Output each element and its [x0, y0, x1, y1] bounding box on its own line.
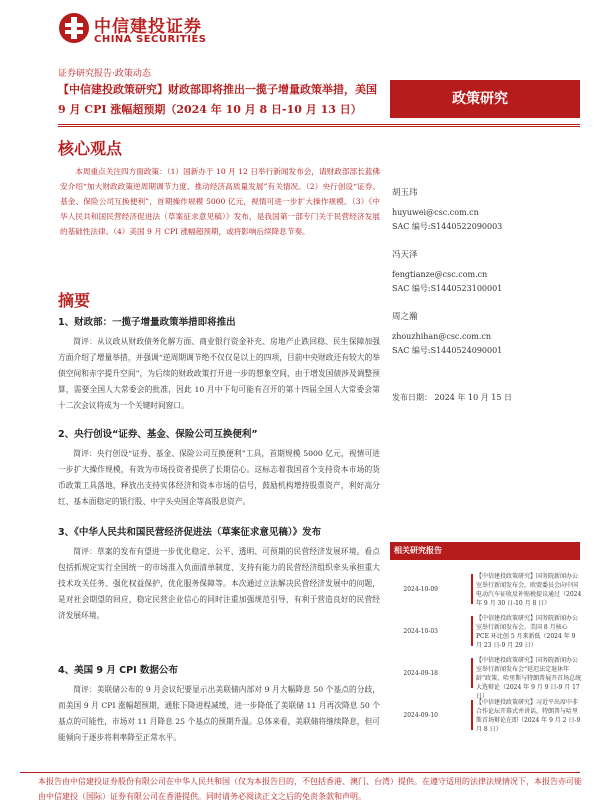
logo-english-name: CHINA SECURITIES [94, 34, 207, 45]
section-heading: 3、《中华人民共和国民营经济促进法（草案征求意见稿）》发布 [58, 527, 322, 538]
related-reports-list [390, 572, 582, 740]
related-report-title[interactable]: 【中信建投政策研究】国务院新闻办公室举行新闻发布会，美国 8 月核心 PCE 环比创 5 月来新低（2024 年 9 月 23 日-9 月 29 日） [476, 614, 582, 650]
related-report-item[interactable] [390, 698, 582, 740]
category-banner: 政策研究 [390, 80, 580, 118]
analyst-card [392, 310, 582, 358]
analyst-email[interactable]: fengtianze@csc.com.cn [392, 270, 488, 279]
analyst-sac: SAC 编号:S1440524090001 [392, 346, 503, 355]
core-views-text: 本周重点关注四方面政策：（1）国新办于 10 月 12 日举行新闻发布会，请财政部部长蓝佛安介绍“加大财政政策逆周期调节力度、推动经济高质量发展”有关情况。（2）央行创设“证券、基金、保险公司互换便利”，首期操作规模 5000 亿元，视情可进一步扩大操作规模。（3）《中华人民共和国民营经济促进法（草案征求意见稿）》发布，是我国第一部专门关于民营经济发展的基础性法律。（4）美国 9 月 CPI 涨幅超预期，或将影响后续降息节奏。 [60, 167, 380, 236]
summary-heading: 摘要 [58, 291, 91, 310]
summary-section-4 [58, 664, 380, 746]
related-report-title[interactable]: 【中信建投政策研究】国务院新闻办公室举行新闻发布会“延迟法定退休年龄”政策，哈里斯与特朗普展开首场总统大选辩论（2024 年 9 月 9 日-9 月 17 日） [476, 657, 582, 700]
related-report-title[interactable]: 【中信建投政策研究】习近平出席中非合作论坛开幕式并讲话，特朗普与哈里斯首场辩论在即（2024 年 9 月 2 日-9 月 8 日） [476, 699, 581, 733]
related-report-date: 2024-09-18 [403, 670, 438, 677]
section-text: 简评：美联储公布的 9 月会议纪要显示出美联储内部对 9 月大幅降息 50 个基点的分歧，而美国 9 月 CPI 涨幅超预期，通胀下降进程减缓，进一步降低了美联储 11 月再次降息 50 个基点的可能性，市场对 11 月降息 25 个基点的预期升温。总体来看，美联储将继续降息，但可能倾向于逐步将利率降至正常水平。 [58, 685, 380, 742]
publish-date: 发布日期： 2024 年 10 月 15 日 [392, 393, 512, 402]
related-report-title[interactable]: 【中信建投政策研究】国务院新闻办公室举行新闻发布会，欧盟委员会向中国电动汽车征收反补贴税提议通过（2024 年 9 月 30 日-10 月 8 日） [476, 573, 582, 607]
section-heading: 2、央行创设“证券、基金、保险公司互换便利” [58, 429, 258, 440]
analyst-email[interactable]: huyuwei@csc.com.cn [392, 208, 479, 217]
company-logo [58, 10, 228, 50]
analyst-name: 冯天泽 [392, 250, 418, 260]
related-reports-heading: 相关研究报告 [390, 542, 580, 560]
footer-disclaimer: 本报告由中信建投证券股份有限公司在中华人民共和国（仅为本报告目的，不包括香港、澳门、台湾）提供。在遵守适用的法律法规情况下，本报告亦可能由中信建投（国际）证券有限公司在香港提供。同时请务必阅读正文之后的免责条款和声明。 [38, 777, 582, 801]
analyst-name: 胡玉玮 [392, 188, 418, 198]
analyst-card [392, 248, 582, 296]
analyst-email[interactable]: zhouzhihan@csc.com.cn [392, 332, 492, 341]
analyst-card [392, 186, 582, 234]
header-divider-secondary [58, 126, 580, 127]
section-text: 简评：央行创设“证券、基金、保险公司互换便利”工具，首期规模 5000 亿元，视情可进一步扩大操作规模，有效为市场投资者提供了长期信心。这标志着我国首个支持资本市场的货币政策工具落地，释放出支持实体经济和资本市场的信号，鼓励机构增持股票资产，利好高分红、基本面稳定的银行股、中字头央国企等高股息资产。 [58, 449, 380, 506]
analyst-name: 周之瀚 [392, 312, 418, 322]
related-report-item[interactable] [390, 656, 582, 698]
logo-chinese-name: 中信建投证券 [94, 17, 202, 37]
report-type: 证券研究报告·政策动态 [58, 69, 151, 79]
header-divider [58, 124, 580, 125]
related-report-item[interactable] [390, 614, 582, 656]
analyst-sac: SAC 编号:S1440522090003 [392, 222, 503, 231]
related-report-date: 2024-10-03 [403, 628, 438, 635]
logo-emblem-icon [58, 12, 90, 44]
related-report-date: 2024-09-10 [403, 712, 438, 719]
section-heading: 4、美国 9 月 CPI 数据公布 [58, 665, 178, 676]
summary-section-3 [58, 526, 380, 624]
analyst-sac: SAC 编号:S1440523100001 [392, 284, 503, 293]
report-title: 【中信建投政策研究】财政部即将推出一揽子增量政策举措，美国 9 月 CPI 涨幅超预期（2024 年 10 月 8 日-10 月 13 日） [58, 83, 377, 116]
section-heading: 1、财政部：一揽子增量政策举措即将推出 [58, 317, 236, 328]
section-text: 简评：草案的发布有望进一步优化稳定、公平、透明、可预期的民营经济发展环境。看点包括抓规定实行全国统一的市场准入负面清单制度、支持有能力的民营经济组织牵头承担重大技术攻关任务、强化权益保护，优化服务保障等。本次通过立法解决民营经济发展中的问题，是对社会期望的回应，稳定民营企业信心的同时注重加强规范引导，有利于营造良好的民营经济发展环境。 [58, 547, 380, 620]
summary-section-2 [58, 428, 380, 510]
footer-divider [20, 772, 580, 773]
related-report-item[interactable] [390, 572, 582, 614]
core-views-heading: 核心观点 [58, 139, 123, 158]
related-report-date: 2024-10-09 [403, 586, 438, 593]
summary-section-1 [58, 316, 380, 414]
section-text: 简评：从议政从财政债务化解方面、商业银行资金补充、房地产止跌回稳、民生保障加强方面介绍了增量举措，并强调“逆周期调节绝不仅仅是以上的四项，目前中央财政还有较大的举债空间和赤字提升空间”，为后续的财政政策打开进一步的想象空间，由于增发国债涉及调整预算，需要全国人大常委会的批准，因此 10 月中下旬可能有召开的第十四届全国人大常委会第十二次会议将成为一个关键时间窗口。 [58, 337, 380, 410]
